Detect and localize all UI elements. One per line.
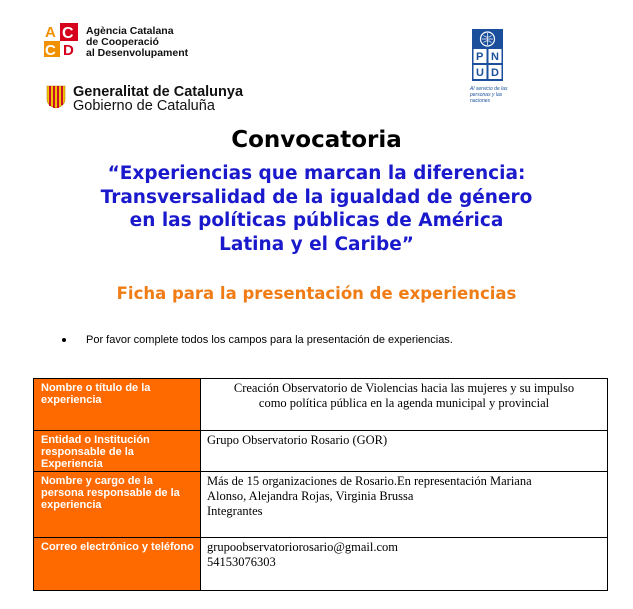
generalitat-logo bbox=[46, 85, 66, 109]
field-label: Nombre o título de la experiencia bbox=[34, 379, 201, 431]
field-label: Nombre y cargo de la persona responsable de la experiencia bbox=[34, 472, 201, 538]
value-line: como política pública en la agenda municipal y provincial bbox=[258, 396, 550, 410]
experience-form-table bbox=[33, 378, 608, 591]
accd-logo-d: D bbox=[63, 42, 74, 57]
value-line: Grupo Observatorio Rosario (GOR) bbox=[207, 433, 388, 447]
instruction-text: Por favor complete todos los campos para la presentación de experiencias. bbox=[86, 334, 453, 346]
subtitle-line: Transversalidad de la igualdad de género bbox=[100, 186, 533, 208]
field-label: Entidad o Institución responsable de la Experiencia bbox=[34, 431, 201, 472]
value-line: Creación Observatorio de Violencias hacia las mujeres y su impulso bbox=[233, 381, 575, 395]
value-line: Integrantes bbox=[207, 504, 263, 518]
pnud-letter-p: P bbox=[476, 51, 484, 63]
subtitle-line: Latina y el Caribe” bbox=[219, 233, 414, 255]
accd-logo-c2: C bbox=[45, 42, 56, 57]
value-line: Más de 15 organizaciones de Rosario.En representación Mariana bbox=[207, 474, 532, 488]
pnud-logo bbox=[472, 29, 503, 81]
subtitle-line: en las políticas públicas de América bbox=[129, 210, 504, 231]
subtitle-line: “Experiencias que marcan la diferencia: bbox=[107, 163, 526, 184]
value-line: 54153076303 bbox=[207, 555, 276, 569]
value-line: Alonso, Alejandra Rojas, Virginia Brussa bbox=[207, 489, 414, 503]
accd-name-line: Agència Catalana bbox=[86, 25, 174, 37]
form-heading: Ficha para la presentación de experiencias bbox=[116, 284, 517, 303]
pnud-letter-d: D bbox=[491, 67, 499, 79]
field-value[interactable] bbox=[201, 431, 608, 472]
accd-name bbox=[86, 26, 188, 59]
generalitat-line1: Generalitat de Catalunya bbox=[73, 84, 244, 100]
table-row bbox=[34, 472, 608, 538]
pnud-letter-n: N bbox=[491, 51, 499, 63]
field-value[interactable] bbox=[201, 472, 608, 538]
accd-logo-a: A bbox=[45, 24, 56, 41]
table-row bbox=[34, 379, 608, 431]
pnud-letter-u: U bbox=[476, 67, 484, 79]
field-value[interactable] bbox=[201, 538, 608, 591]
field-value[interactable] bbox=[201, 379, 608, 431]
accd-name-line: de Cooperació bbox=[86, 36, 159, 48]
document-title: Convocatoria bbox=[231, 127, 402, 153]
table-row bbox=[34, 431, 608, 472]
generalitat-name bbox=[73, 85, 243, 114]
document-subtitle bbox=[30, 162, 603, 256]
table-row bbox=[34, 538, 608, 591]
pnud-tagline: Al servicio de las personas y las naciones bbox=[470, 86, 508, 104]
accd-name-line: al Desenvolupament bbox=[86, 47, 189, 59]
value-line: grupoobservatoriorosario@gmail.com bbox=[207, 540, 398, 554]
accd-logo bbox=[44, 23, 78, 57]
generalitat-line2: Gobierno de Cataluña bbox=[73, 98, 215, 114]
accd-logo-c1: C bbox=[62, 25, 74, 42]
bullet-icon bbox=[62, 338, 66, 342]
field-label: Correo electrónico y teléfono bbox=[34, 538, 201, 591]
